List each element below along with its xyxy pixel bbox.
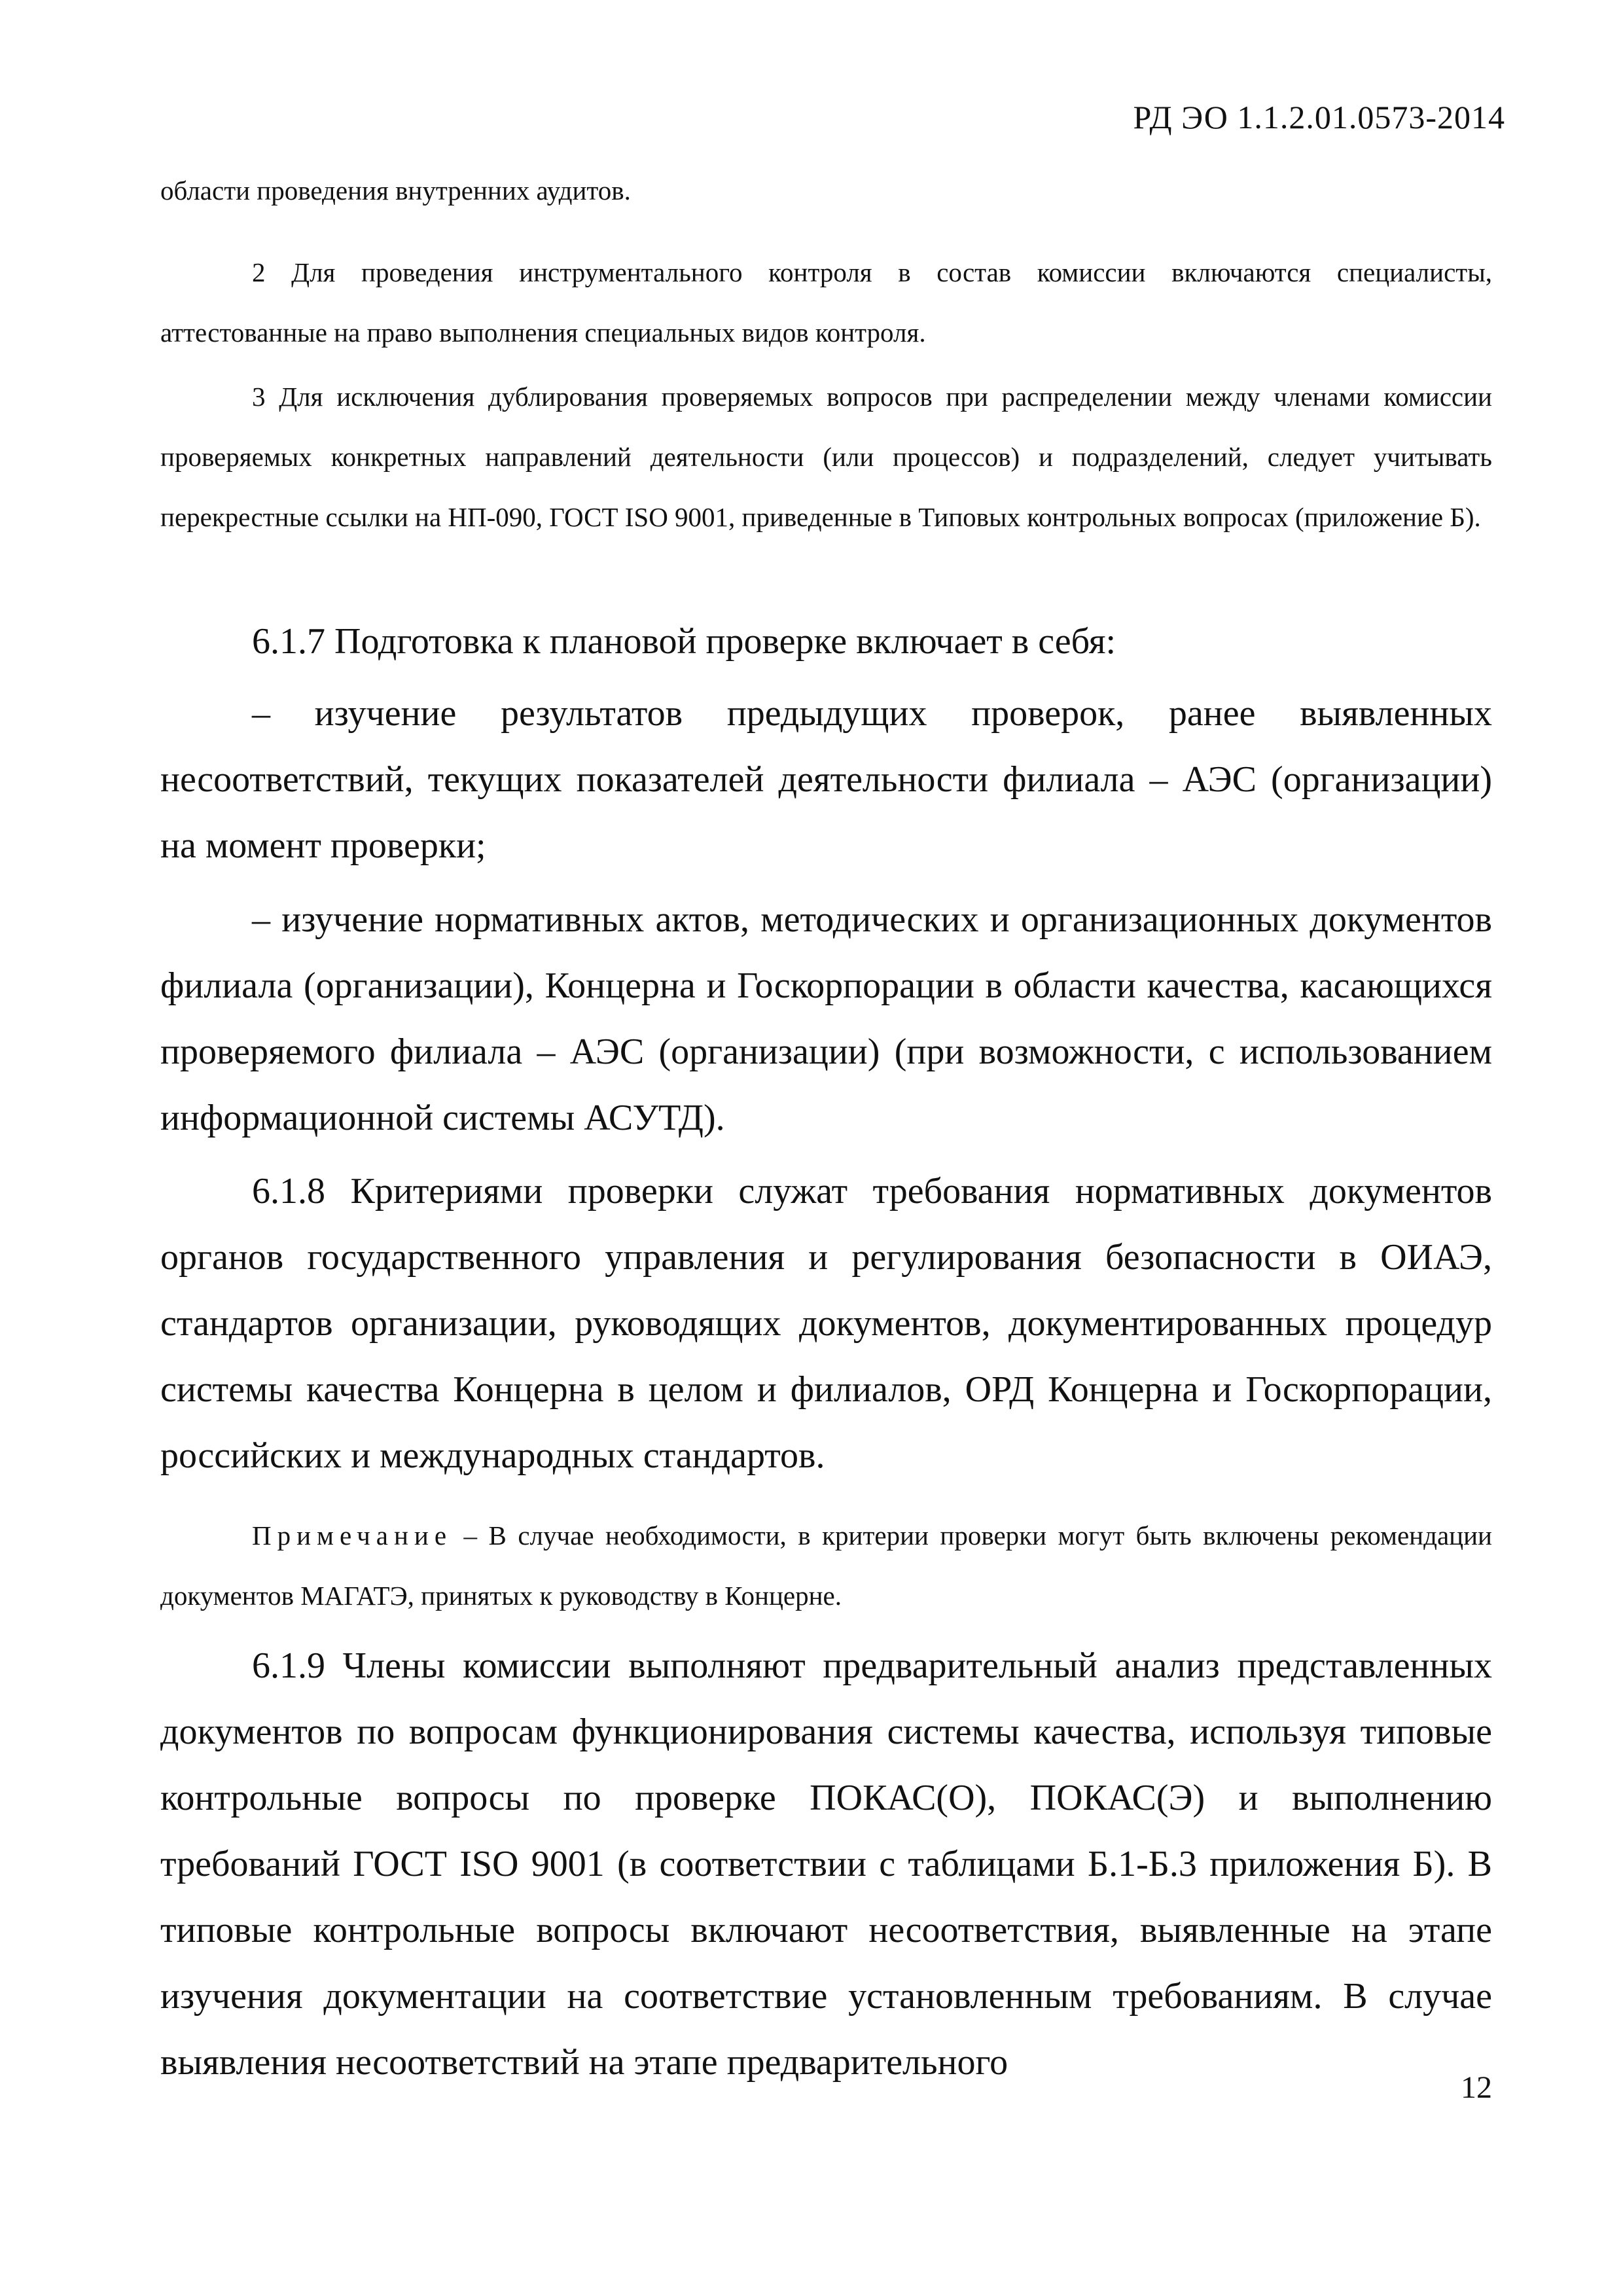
- paragraph-note-3: 3 Для исключения дублирования проверяемых вопросов при распределении между членами комиссии проверяемых конкретных направлений деятельности (или процессов) и подразделений, следует учитывать перекрестные ссылки на НП-090, ГОСТ ISO 9001, приведенные в Типовых контрольных вопросах (приложение Б).: [160, 382, 1492, 532]
- section-6-1-8: [160, 1158, 1492, 1489]
- page-number: 12: [1461, 2070, 1492, 2105]
- document-code: РД ЭО 1.1.2.01.0573-2014: [1133, 99, 1505, 135]
- list-item-2: [160, 887, 1492, 1151]
- note-text: – В случае необходимости, в критерии проверки могут быть включены рекомендации документов МАГАТЭ, принятых к руководству в Концерне.: [160, 1520, 1492, 1611]
- section-6-1-7-heading: 6.1.7 Подготовка к плановой проверке включает в себя:: [252, 621, 1116, 662]
- section-6-1-7: [160, 609, 1492, 675]
- section-6-1-9: [160, 1633, 1492, 2096]
- section-6-1-8-text: 6.1.8 Критериями проверки служат требования нормативных документов органов государственного управления и регулирования безопасности в ОИАЭ, стандартов организации, руководящих документов, документированных процедур системы качества Концерна в целом и филиалов, ОРД Концерна и Госкорпорации, российских и международных стандартов.: [160, 1171, 1492, 1476]
- list-item-1: [160, 681, 1492, 879]
- intro-block: [160, 160, 1492, 221]
- note-block: [160, 1505, 1492, 1626]
- list-item-study-normatives: – изучение нормативных актов, методических и организационных документов филиала (организации), Концерна и Госкорпорации в области качества, касающихся проверяемого филиала – АЭС (организации) (при возможности, с использованием информационной системы АСУТД).: [160, 899, 1492, 1138]
- note-label: Примечание: [252, 1520, 453, 1551]
- list-item-study-results: – изучение результатов предыдущих проверок, ранее выявленных несоответствий, текущих показателей деятельности филиала – АЭС (организации) на момент проверки;: [160, 693, 1492, 866]
- section-6-1-9-text: 6.1.9 Члены комиссии выполняют предварительный анализ представленных документов по вопросам функционирования системы качества, используя типовые контрольные вопросы по проверке ПОКАС(О), ПОКАС(Э) и выполнению требований ГОСТ ISO 9001 (в соответствии с таблицами Б.1-Б.3 приложения Б). В типовые контрольные вопросы включают несоответствия, выявленные на этапе изучения документации на соответствие установленным требованиям. В случае выявления несоответствий на этапе предварительного: [160, 1645, 1492, 2083]
- note-paragraph: [160, 1505, 1492, 1626]
- paragraph-continuation: области проведения внутренних аудитов.: [160, 175, 631, 206]
- paragraph-note-2: 2 Для проведения инструментального контроля в состав комиссии включаются специалисты, аттестованные на право выполнения специальных видов контроля.: [160, 257, 1492, 348]
- note-item-3: [160, 367, 1492, 547]
- note-item-2: [160, 242, 1492, 363]
